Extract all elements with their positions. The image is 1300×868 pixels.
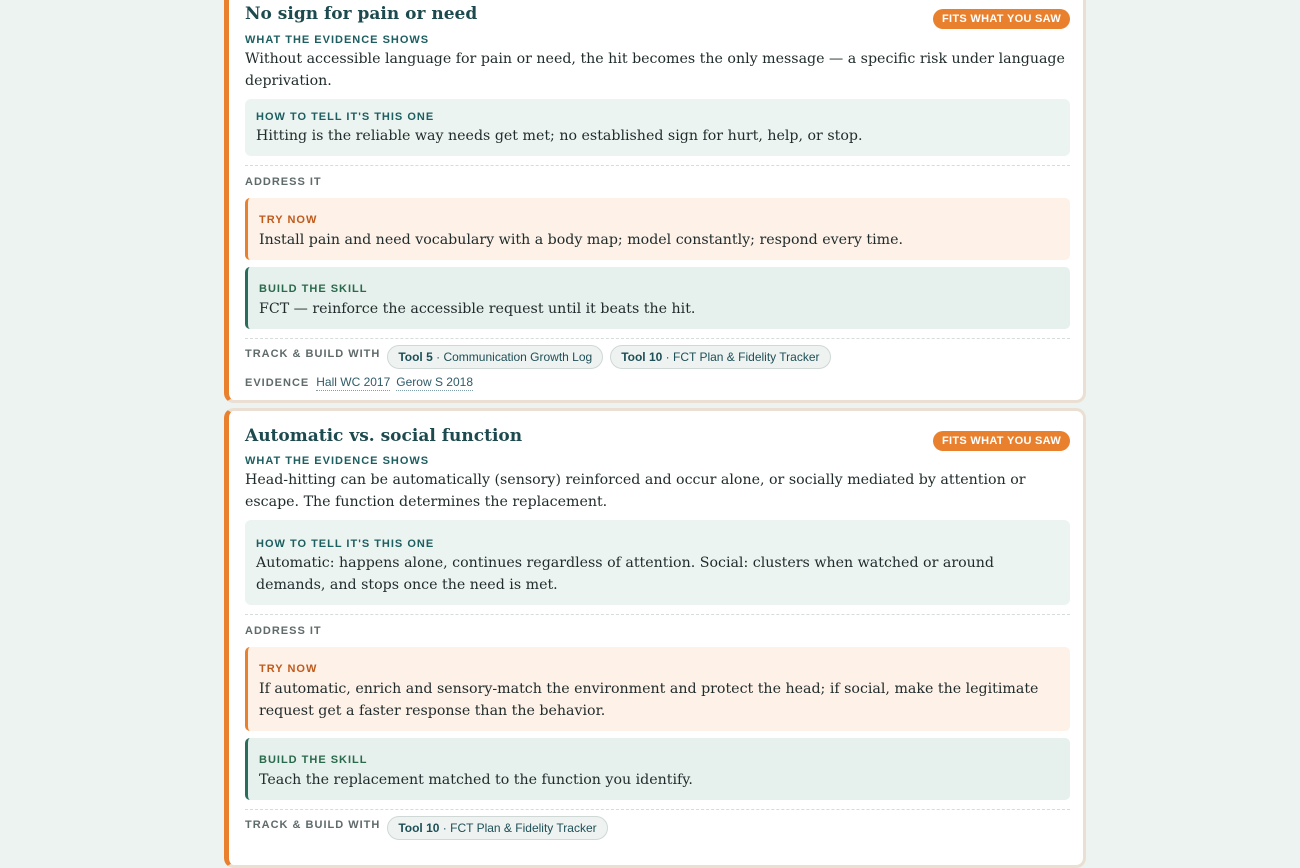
tool-separator: · (665, 350, 670, 364)
build-skill-label: BUILD THE SKILL (259, 754, 368, 766)
build-skill-box (245, 738, 1070, 800)
build-skill-box (245, 267, 1070, 329)
address-label: ADDRESS IT (245, 625, 322, 637)
tool-number: Tool 5 (398, 350, 433, 364)
tool-name: Communication Growth Log (443, 350, 593, 364)
divider (245, 614, 1070, 615)
how-to-tell-box (245, 520, 1070, 605)
track-row (245, 816, 1070, 840)
tool-name: FCT Plan & Fidelity Tracker (450, 821, 597, 835)
how-to-tell-text: Automatic: happens alone, continues regardless of attention. Social: clusters when watched or around demands, and stops once the need is met. (256, 555, 995, 593)
card-title: No sign for pain or need (245, 4, 478, 24)
evidence-refs-label: EVIDENCE (245, 377, 310, 389)
tool-number: Tool 10 (398, 821, 440, 835)
build-skill-text: FCT — reinforce the accessible request until it beats the hit. (259, 301, 696, 317)
build-skill-label: BUILD THE SKILL (259, 283, 368, 295)
evidence-ref-link[interactable]: Hall WC 2017 (316, 375, 391, 389)
card-header (229, 3, 1083, 37)
how-to-tell-text: Hitting is the reliable way needs get met; no established sign for hurt, help, or stop. (256, 128, 863, 144)
tool-number: Tool 10 (621, 350, 663, 364)
cause-card (224, 408, 1086, 868)
card-header (229, 425, 1083, 459)
evidence-ref-link[interactable]: Gerow S 2018 (396, 375, 473, 389)
card-title: Automatic vs. social function (245, 426, 523, 446)
evidence-label: WHAT THE EVIDENCE SHOWS (245, 455, 430, 467)
evidence-text: Head-hitting can be automatically (sensory) reinforced and occur alone, or socially mediated by attention or escape. The function determines the replacement. (245, 472, 1026, 510)
cause-card (224, 0, 1086, 403)
evidence-label: WHAT THE EVIDENCE SHOWS (245, 34, 430, 46)
try-now-box (245, 647, 1070, 731)
try-now-label: TRY NOW (259, 663, 318, 675)
tool-separator: · (442, 821, 447, 835)
build-skill-text: Teach the replacement matched to the function you identify. (259, 772, 693, 788)
divider (245, 165, 1070, 166)
tool-name: FCT Plan & Fidelity Tracker (673, 350, 820, 364)
how-to-tell-label: HOW TO TELL IT'S THIS ONE (256, 538, 435, 550)
address-label: ADDRESS IT (245, 176, 322, 188)
track-row (245, 345, 1070, 369)
tool-link[interactable] (387, 345, 603, 369)
tool-separator: · (436, 350, 441, 364)
divider (245, 338, 1070, 339)
try-now-label: TRY NOW (259, 214, 318, 226)
evidence-refs-row (245, 375, 1070, 391)
try-now-box (245, 198, 1070, 260)
how-to-tell-box (245, 99, 1070, 156)
track-label: TRACK & BUILD WITH (245, 347, 381, 360)
tool-link[interactable] (387, 816, 607, 840)
fit-badge: FITS WHAT YOU SAW (933, 431, 1070, 451)
tool-link[interactable] (610, 345, 830, 369)
try-now-text: Install pain and need vocabulary with a body map; model constantly; respond every time. (259, 232, 903, 248)
evidence-text: Without accessible language for pain or need, the hit becomes the only message — a specific risk under language deprivation. (245, 51, 1065, 89)
track-label: TRACK & BUILD WITH (245, 818, 381, 831)
divider (245, 809, 1070, 810)
fit-badge: FITS WHAT YOU SAW (933, 9, 1070, 29)
try-now-text: If automatic, enrich and sensory-match the environment and protect the head; if social, make the legitimate request get a faster response than the behavior. (259, 681, 1039, 719)
how-to-tell-label: HOW TO TELL IT'S THIS ONE (256, 111, 435, 123)
